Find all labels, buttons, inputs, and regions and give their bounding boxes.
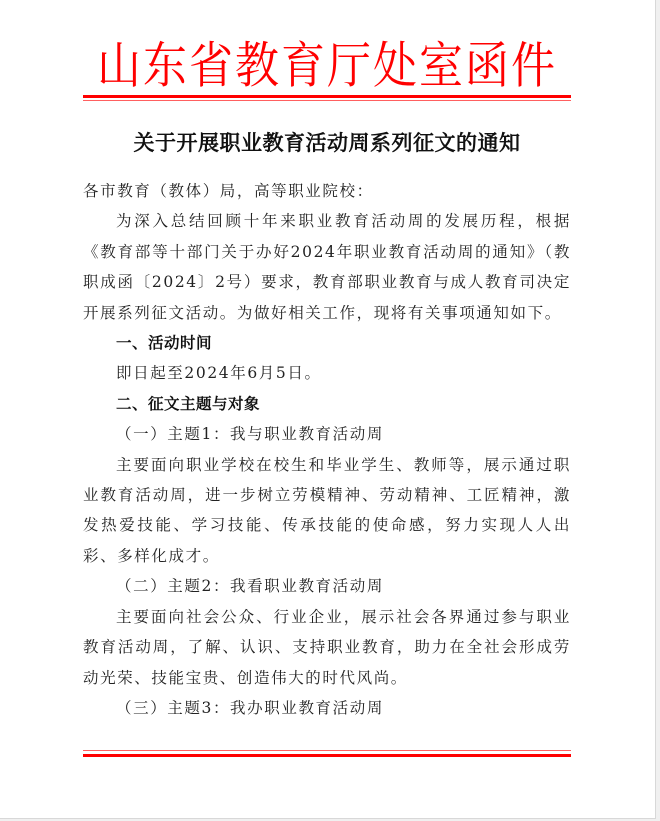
masthead-rule-thin bbox=[83, 100, 571, 101]
section-heading-2: 二、征文主题与对象 bbox=[116, 394, 261, 413]
masthead-title: 山东省教育厅处室函件 bbox=[97, 38, 557, 94]
subsection-1-text: 主要面向职业学校在校生和毕业学生、教师等，展示通过职业教育活动周，进一步树立劳模精神、劳动精神、工匠精神，激发热爱技能、学习技能、传承技能的使命感，努力实现人人出彩、多样化成才。 bbox=[83, 455, 571, 565]
subsection-heading-1: （一）主题1：我与职业教育活动周 bbox=[116, 425, 384, 444]
subsection-heading-3: （三）主题3：我办职业教育活动周 bbox=[116, 698, 384, 717]
intro-paragraph: 为深入总结回顾十年来职业教育活动周的发展历程，根据《教育部等十部门关于办好2024年职业教育活动周的通知》（教职成函〔2024〕2号）要求，教育部职业教育与成人教育司决定开展系列征文活动。为做好相关工作，现将有关事项通知如下。 bbox=[83, 212, 571, 322]
masthead-rule-thick bbox=[83, 95, 571, 98]
subsection-2-text: 主要面向社会公众、行业企业，展示社会各界通过参与职业教育活动周，了解、认识、支持职业教育，助力在全社会形成劳动光荣、技能宝贵、创造伟大的时代风尚。 bbox=[83, 607, 571, 687]
subsection-heading-2: （二）主题2：我看职业教育活动周 bbox=[116, 577, 384, 596]
section-1-text: 即日起至2024年6月5日。 bbox=[116, 364, 322, 383]
footer-rule-thin bbox=[83, 750, 571, 751]
section-heading-1: 一、活动时间 bbox=[116, 334, 213, 353]
document-title: 关于开展职业教育活动周系列征文的通知 bbox=[133, 130, 521, 155]
document-body bbox=[83, 176, 571, 723]
footer-rule-thick bbox=[83, 754, 571, 757]
salutation: 各市教育（教体）局，高等职业院校： bbox=[83, 182, 374, 200]
